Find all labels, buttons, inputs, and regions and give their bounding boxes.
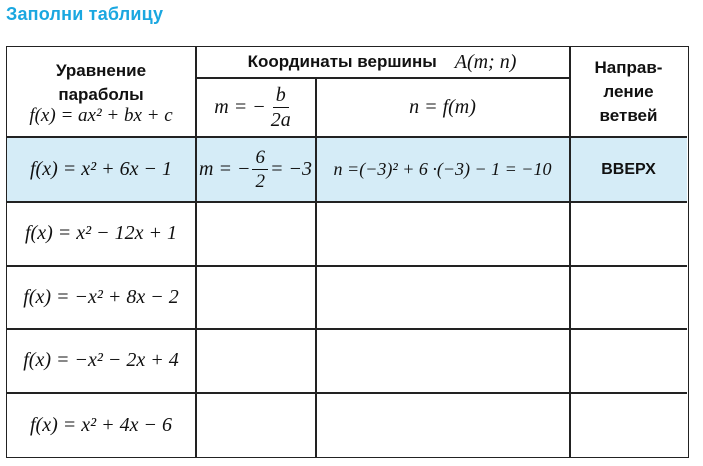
header-m-denominator: 2a: [270, 108, 291, 131]
row5-m-input[interactable]: [196, 393, 315, 457]
row2-direction-input[interactable]: [570, 202, 687, 265]
row5-equation: f(x) = x² + 4x − 6: [30, 413, 172, 436]
row2-n-input[interactable]: [316, 202, 569, 265]
row1-m-prefix: m = −: [199, 158, 251, 180]
row3-n-input[interactable]: [316, 266, 569, 328]
row1-equation: f(x) = x² + 6x − 1: [30, 158, 172, 180]
header-n-text: n = f(m): [409, 95, 476, 118]
header-equation-formula: f(x) = ax² + bx + c: [29, 104, 173, 126]
header-direction-line1: Направ-: [594, 57, 663, 77]
header-vertex-coordinates: [195, 47, 569, 77]
row1-m-suffix: = −3: [269, 158, 312, 180]
header-direction: [570, 47, 687, 136]
header-m-fraction: [268, 85, 294, 130]
row1-m-value: [196, 138, 315, 201]
vertex-table: [6, 46, 689, 458]
row4-equation: f(x) = −x² − 2x + 4: [23, 349, 179, 371]
row4-direction-input[interactable]: [570, 329, 687, 392]
header-equation: [7, 47, 195, 136]
header-vertex-point: A(m; n): [454, 50, 517, 73]
header-m-numerator: b: [273, 85, 289, 108]
row1-m-numerator: 6: [252, 148, 268, 170]
row2-m-input[interactable]: [196, 202, 315, 265]
row4-n-input[interactable]: [316, 329, 569, 392]
row1-m-fraction: [252, 148, 268, 191]
row3-m-input[interactable]: [196, 266, 315, 328]
header-m-prefix: m = −: [214, 95, 266, 118]
header-n-formula: [316, 78, 569, 136]
row5-direction-input[interactable]: [570, 393, 687, 457]
row4-m-input[interactable]: [196, 329, 315, 392]
row5-n-input[interactable]: [316, 393, 569, 457]
row3-equation: f(x) = −x² + 8x − 2: [23, 285, 179, 308]
header-equation-line2: параболы: [58, 84, 144, 104]
page-title: Заполни таблицу: [6, 4, 164, 24]
row1-m-denominator: 2: [255, 171, 265, 192]
header-equation-line1: Уравнение: [55, 60, 147, 80]
header-m-formula: [195, 78, 315, 136]
row3-direction-input[interactable]: [570, 266, 687, 328]
header-direction-line3: ветвей: [599, 105, 658, 125]
row1-n-value: n =(−3)² + 6 ·(−3) − 1 = −10: [333, 159, 552, 179]
header-vertex-title: Координаты вершины: [247, 52, 437, 71]
header-direction-line2: ление: [603, 81, 654, 101]
row2-equation: f(x) = x² − 12x + 1: [25, 222, 177, 244]
row1-direction: ВВЕРХ: [601, 160, 656, 178]
